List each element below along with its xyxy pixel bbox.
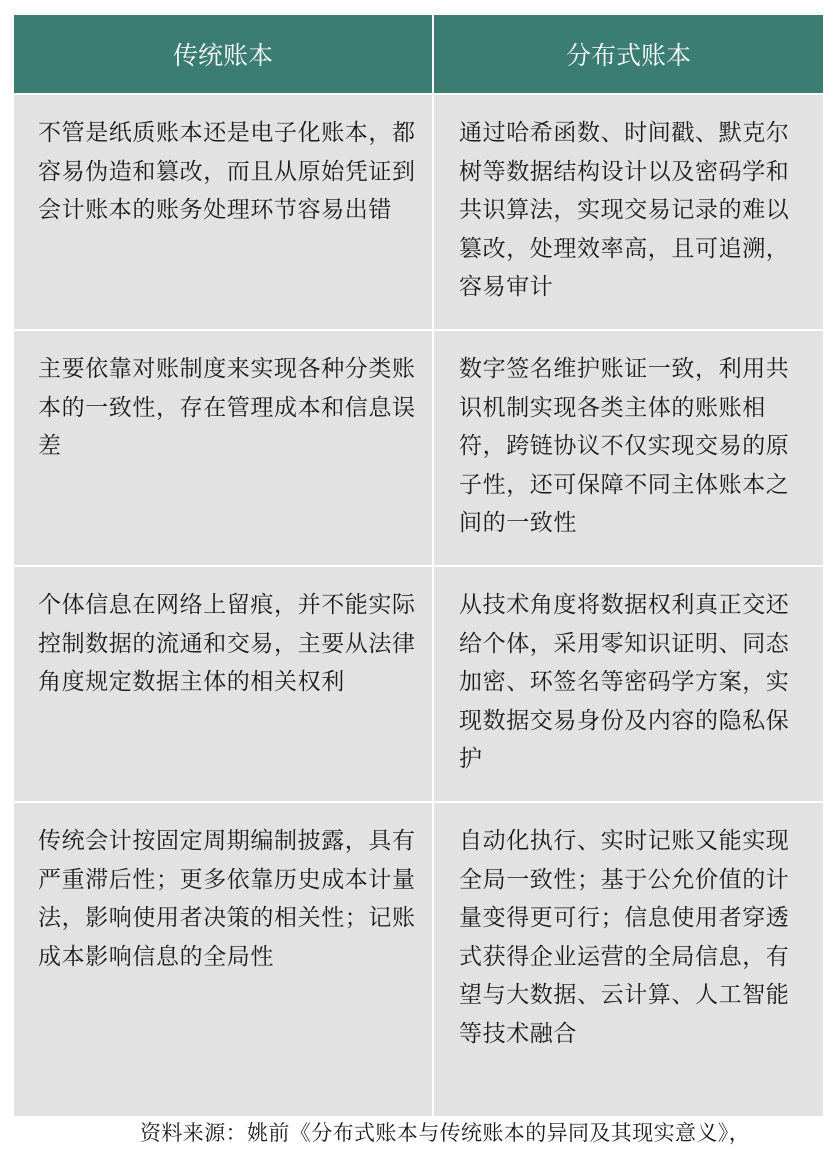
cell-text: 数字签名维护账证一致，利用共识机制实现各类主体的账账相符，跨链协议不仅实现交易的原子性，还可保障不同主体账本之间的一致性 bbox=[459, 356, 790, 536]
cell-distributed bbox=[433, 330, 823, 566]
table-header-row bbox=[14, 15, 823, 94]
table-row bbox=[14, 802, 823, 1116]
header-distributed-ledger: 分布式账本 bbox=[433, 15, 823, 94]
cell-text: 从技术角度将数据权利真正交还给个体，采用零知识证明、同态加密、环签名等密码学方案，实现数据交易身份及内容的隐私保护 bbox=[459, 592, 790, 772]
cell-traditional bbox=[14, 566, 433, 802]
source-citation: 资料来源：姚前《分布式账本与传统账本的异同及其现实意义》， bbox=[140, 1121, 751, 1145]
cell-traditional bbox=[14, 94, 433, 330]
comparison-table bbox=[14, 15, 823, 1116]
cell-distributed bbox=[433, 566, 823, 802]
cell-text: 主要依靠对账制度来实现各种分类账本的一致性，存在管理成本和信息误差 bbox=[38, 356, 416, 459]
table-row bbox=[14, 566, 823, 802]
cell-text: 不管是纸质账本还是电子化账本，都容易伪造和篡改，而且从原始凭证到会计账本的账务处理环节容易出错 bbox=[38, 120, 416, 223]
cell-distributed bbox=[433, 94, 823, 330]
cell-distributed bbox=[433, 802, 823, 1116]
cell-text: 自动化执行、实时记账又能实现全局一致性；基于公允价值的计量变得更可行；信息使用者穿透式获得企业运营的全局信息，有望与大数据、云计算、人工智能等技术融合 bbox=[459, 828, 790, 1047]
header-traditional-ledger: 传统账本 bbox=[14, 15, 433, 94]
cell-text: 个体信息在网络上留痕，并不能实际控制数据的流通和交易，主要从法律角度规定数据主体的相关权利 bbox=[38, 592, 416, 695]
table-row bbox=[14, 330, 823, 566]
cell-traditional bbox=[14, 330, 433, 566]
cell-text: 通过哈希函数、时间戳、默克尔树等数据结构设计以及密码学和共识算法，实现交易记录的难以篡改，处理效率高，且可追溯，容易审计 bbox=[459, 120, 790, 300]
table-row bbox=[14, 94, 823, 330]
cell-text: 传统会计按固定周期编制披露，具有严重滞后性；更多依靠历史成本计量法，影响使用者决策的相关性；记账成本影响信息的全局性 bbox=[38, 828, 416, 970]
cell-traditional bbox=[14, 802, 433, 1116]
